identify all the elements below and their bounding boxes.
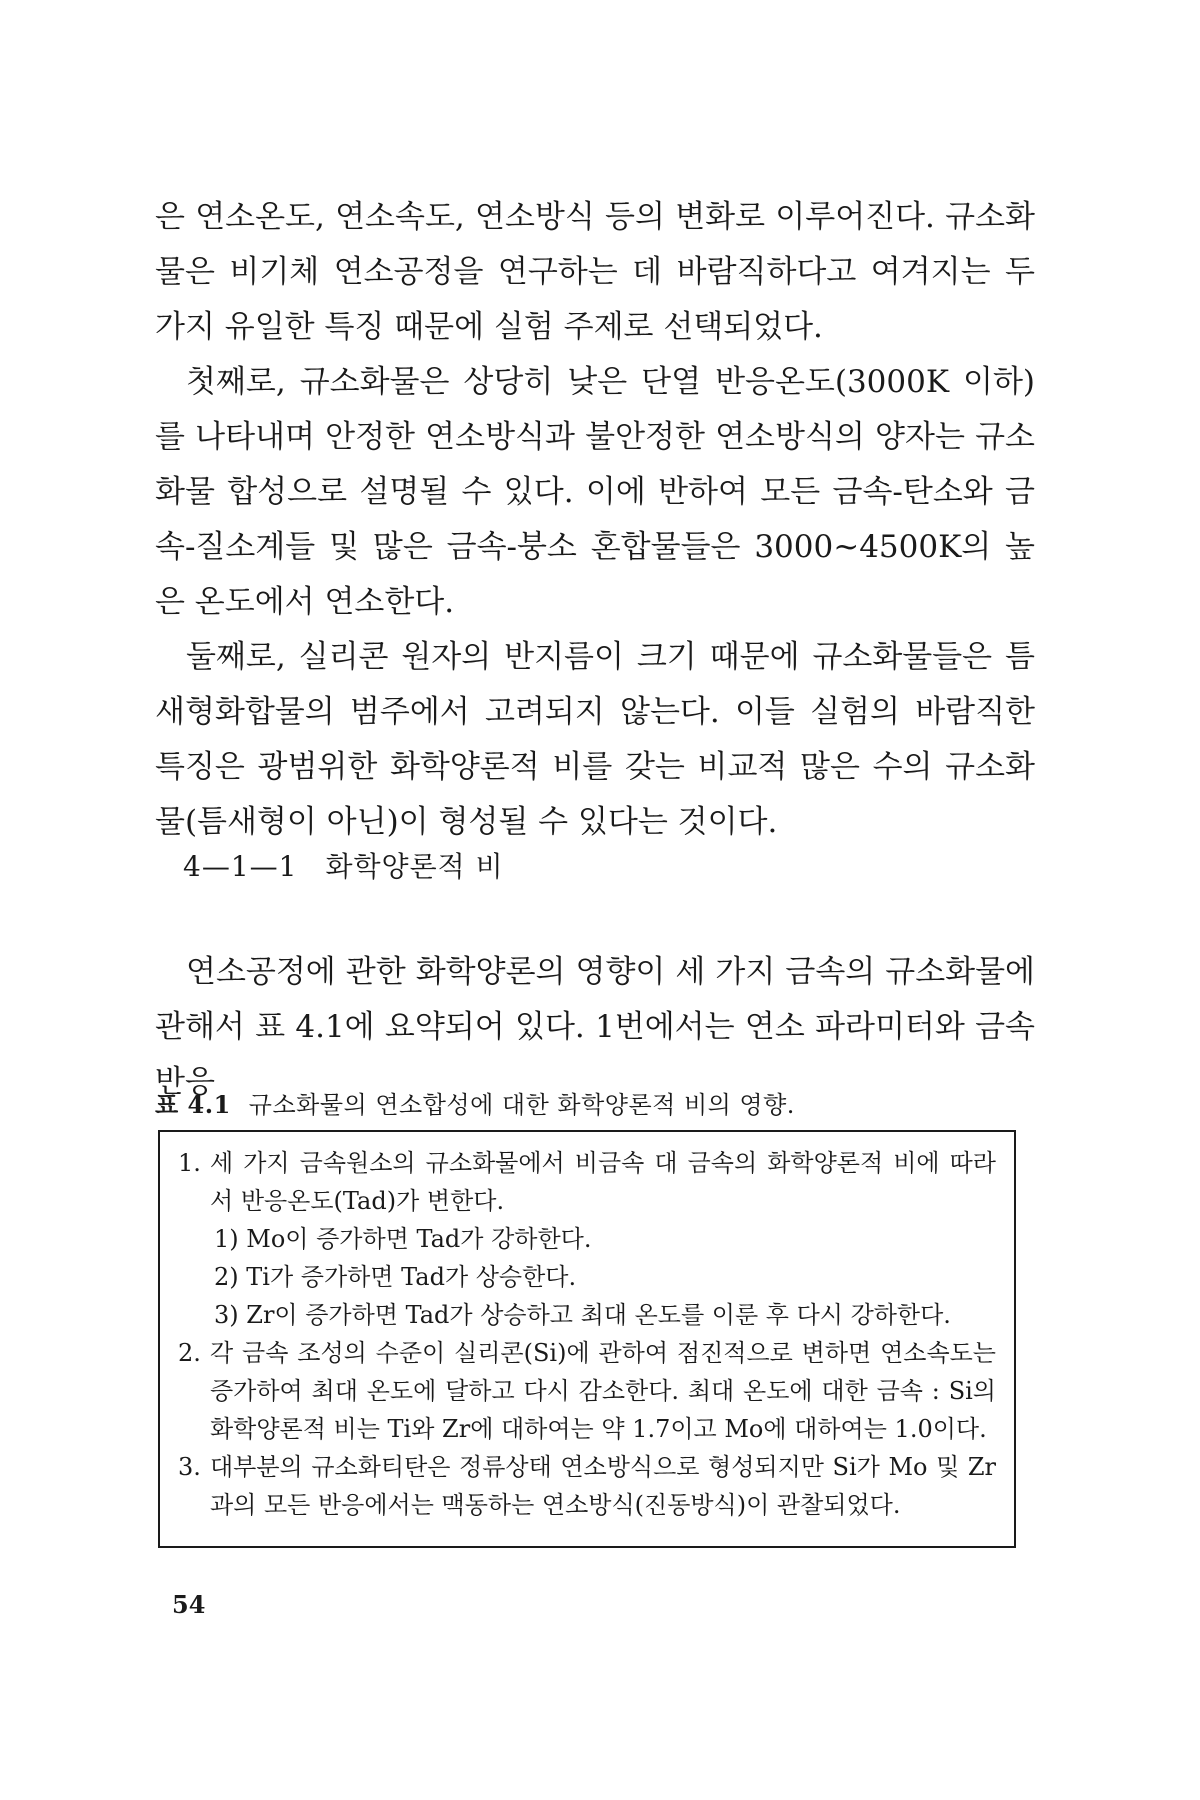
table-item — [178, 1144, 996, 1220]
table-item-text: 각 금속 조성의 수준이 실리콘(Si)에 관하여 점진적으로 변하면 연소속도는 증가하여 최대 온도에 달하고 다시 감소한다. 최대 온도에 대한 금속 : Si의 화학양론적 비는 Ti와 Zr에 대하여는 약 1.7이고 Mo에 대하여는 1.0이다. — [210, 1339, 996, 1443]
table-item-text: 세 가지 금속원소의 규소화물에서 비금속 대 금속의 화학양론적 비에 따라서 반응온도(Tad)가 변한다. — [210, 1149, 996, 1215]
table-item-text: 대부분의 규소화티탄은 정류상태 연소방식으로 형성되지만 Si가 Mo 및 Zr과의 모든 반응에서는 맥동하는 연소방식(진동방식)이 관찰되었다. — [210, 1453, 996, 1519]
section-paragraph: 연소공정에 관한 화학양론의 영향이 세 가지 금속의 규소화물에 관해서 표 4.1에 요약되어 있다. 1번에서는 연소 파라미터와 금속반응 — [155, 954, 1035, 1100]
table-label: 표 4.1 — [155, 1090, 231, 1119]
table-item-number: 2. — [178, 1339, 201, 1367]
table-caption — [155, 1085, 795, 1120]
paragraph-second-feature: 둘째로, 실리콘 원자의 반지름이 크기 때문에 규소화물들은 틈새형화합물의 범주에서 고려되지 않는다. 이들 실험의 바람직한 특징은 광범위한 화학양론적 비를 갖는 비교적 많은 수의 규소화물(틈새형이 아닌)이 형성될 수 있다는 것이다. — [155, 639, 1035, 840]
section-number: 4—1—1 — [183, 850, 298, 883]
table-item — [178, 1334, 996, 1448]
paragraph-first-feature: 첫째로, 규소화물은 상당히 낮은 단열 반응온도(3000K 이하)를 나타내며 안정한 연소방식과 불안정한 연소방식의 양자는 규소화물 합성으로 설명될 수 있다. 이에 반하여 모든 금속-탄소와 금속-질소계들 및 많은 금속-붕소 혼합물들은 3000~4500K의 높은 온도에서 연소한다. — [155, 364, 1035, 620]
table-box — [158, 1130, 1016, 1548]
page-number: 54 — [172, 1590, 206, 1619]
table-subitem: 1) Mo이 증가하면 Tad가 강하한다. — [214, 1225, 592, 1253]
table-item-number: 1. — [178, 1149, 201, 1177]
section-title: 화학양론적 비 — [325, 850, 504, 883]
body-text — [155, 190, 1035, 850]
section-heading — [183, 845, 504, 885]
table-subitem: 2) Ti가 증가하면 Tad가 상승한다. — [214, 1263, 577, 1291]
table-caption-text: 규소화물의 연소합성에 대한 화학양론적 비의 영향. — [248, 1091, 795, 1119]
table-item — [178, 1448, 996, 1524]
table-subitem: 3) Zr이 증가하면 Tad가 상승하고 최대 온도를 이룬 후 다시 강하한다. — [214, 1301, 951, 1329]
table-item-number: 3. — [178, 1453, 201, 1481]
paragraph-continued: 은 연소온도, 연소속도, 연소방식 등의 변화로 이루어진다. 규소화물은 비기체 연소공정을 연구하는 데 바람직하다고 여겨지는 두 가지 유일한 특징 때문에 실험 주제로 선택되었다. — [155, 199, 1035, 345]
